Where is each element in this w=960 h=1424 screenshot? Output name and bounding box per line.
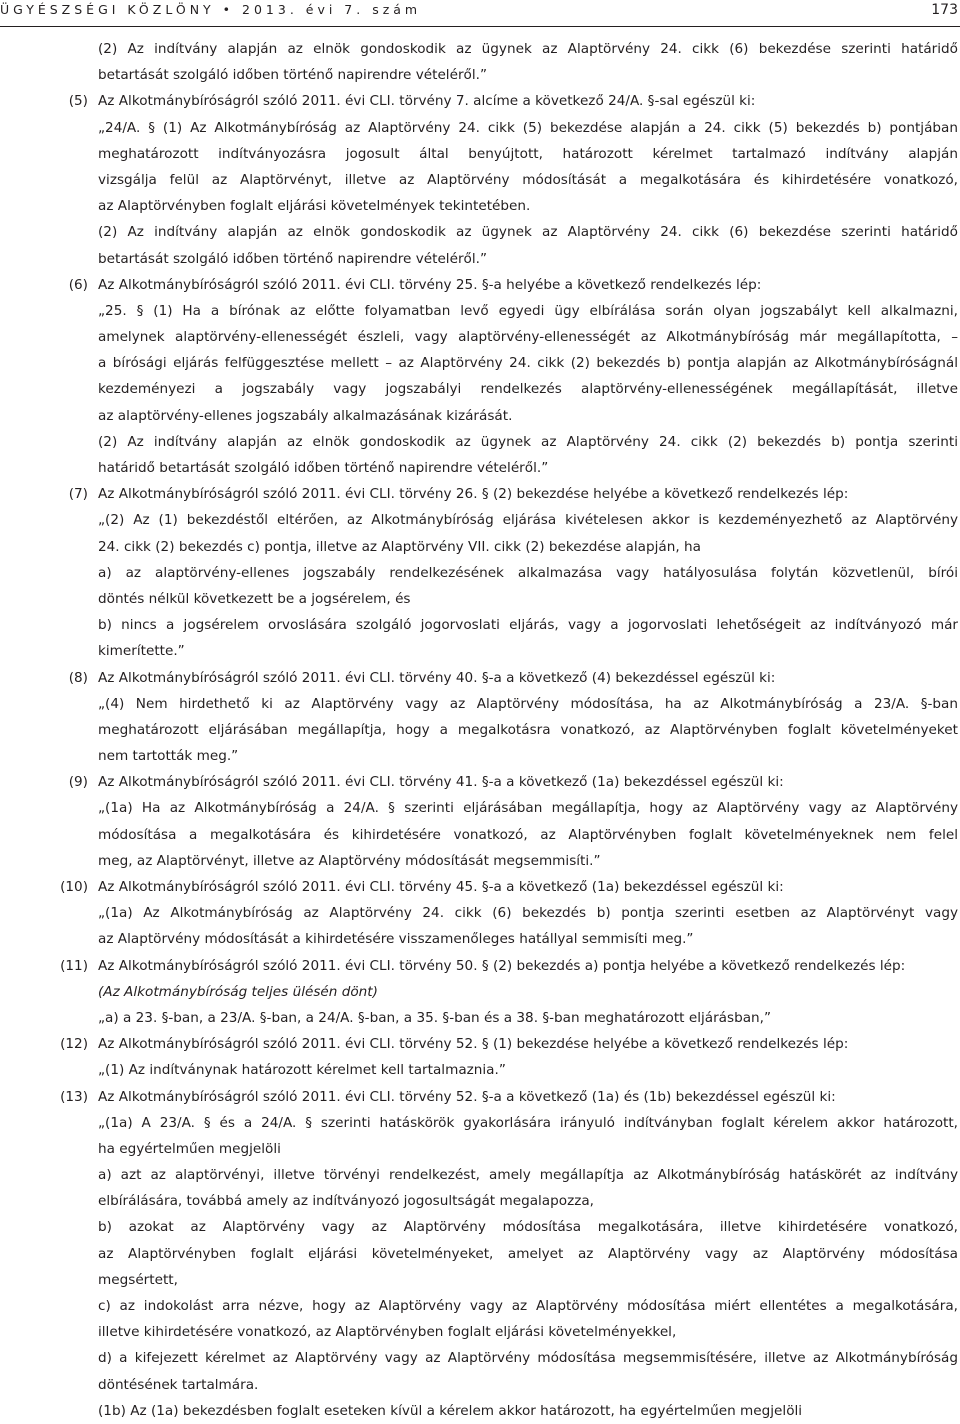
paragraph-text: „24/A. § (1) Az Alkotmánybíróság az Alaptörvény 24. cikk (5) bekezdése alapján a 24. cikk (5) bekezdés b) pontjában	[98, 119, 958, 136]
paragraph-text: Az Alkotmánybíróságról szóló 2011. évi CLI. törvény 50. § (2) bekezdés a) pontja helyébe a következő rendelkezés lép:	[98, 957, 906, 974]
numbered-paragraph-line	[0, 481, 960, 507]
paragraph-line	[0, 350, 960, 376]
numbered-paragraph-line	[0, 1084, 960, 1110]
paragraph-line	[0, 455, 960, 481]
paragraph-text: ha egyértelműen megjelöli	[98, 1140, 281, 1157]
paragraph-text: (Az Alkotmánybíróság teljes ülésén dönt)	[98, 983, 378, 1000]
paragraph-number: (12)	[60, 1036, 88, 1053]
paragraph-text: döntésének tartalmára.	[98, 1376, 259, 1393]
document-body	[0, 36, 960, 1424]
paragraph-line	[0, 167, 960, 193]
paragraph-line	[0, 36, 960, 62]
paragraph-line	[0, 1110, 960, 1136]
paragraph-number: (11)	[60, 957, 88, 974]
paragraph-text: az Alaptörvény módosítását a kihirdetésére visszamenőleges hatállyal semmisíti meg.”	[98, 931, 694, 948]
paragraph-text: Az Alkotmánybíróságról szóló 2011. évi CLI. törvény 25. §-a helyébe a következő rendelkezés lép:	[98, 276, 762, 293]
paragraph-text: az Alaptörvényben foglalt eljárási követelményeket, amelyet az Alaptörvény vagy az Alaptörvény módosítása	[98, 1245, 958, 1262]
paragraph-text: „(1a) Ha az Alkotmánybíróság a 24/A. § szerinti eljárásában megállapítja, hogy az Alaptörvény vagy az Alaptörvény	[98, 800, 958, 817]
paragraph-line	[0, 1267, 960, 1293]
paragraph-text: kimerítette.”	[98, 643, 185, 660]
numbered-paragraph-line	[0, 665, 960, 691]
paragraph-line	[0, 717, 960, 743]
paragraph-text: illetve kihirdetésére vonatkozó, az Alaptörvényben foglalt eljárási követelményekkel,	[98, 1324, 677, 1341]
paragraph-line	[0, 1372, 960, 1398]
paragraph-text: a) azt az alaptörvényi, illetve törvényi rendelkezést, amely megállapítja az Alkotmánybíróság hatáskörét az indítvány	[98, 1167, 958, 1184]
numbered-paragraph-line	[0, 769, 960, 795]
paragraph-text: (2) Az indítvány alapján az elnök gondoskodik az ügynek az Alaptörvény 24. cikk (6) bekezdése szerinti határidő	[98, 41, 958, 57]
paragraph-number: (10)	[60, 879, 88, 895]
paragraph-number: (8)	[68, 669, 88, 686]
paragraph-number: (13)	[60, 1088, 88, 1105]
paragraph-text: meghatározott indítványozásra jogosult által benyújtott, határozott kérelmet tartalmazó indítvány alapján	[98, 145, 958, 162]
paragraph-text: „(1) Az indítványnak határozott kérelmet kell tartalmaznia.”	[98, 1062, 506, 1079]
paragraph-line	[0, 612, 960, 638]
paragraph-line	[0, 926, 960, 952]
paragraph-line	[0, 534, 960, 560]
paragraph-number: (6)	[68, 276, 88, 293]
paragraph-line	[0, 1057, 960, 1083]
numbered-paragraph-line	[0, 874, 960, 900]
paragraph-text: elbírálására, továbbá amely az indítványozó jogosultságát megalapozza,	[98, 1193, 594, 1210]
paragraph-text: amelynek alaptörvény-ellenességét észleli, vagy alaptörvény-ellenességét az Alkotmánybíróság már megállapította, –	[98, 329, 958, 346]
paragraph-line	[0, 691, 960, 717]
paragraph-text: Az Alkotmánybíróságról szóló 2011. évi CLI. törvény 41. §-a a következő (1a) bekezdéssel egészül ki:	[98, 774, 784, 791]
paragraph-line	[0, 1188, 960, 1214]
numbered-paragraph-line	[0, 88, 960, 114]
paragraph-text: 24. cikk (2) bekezdés c) pontja, illetve az Alaptörvény VII. cikk (2) bekezdése alapján, ha	[98, 538, 701, 555]
page-header	[0, 0, 960, 20]
paragraph-line	[0, 403, 960, 429]
paragraph-line	[0, 324, 960, 350]
paragraph-text: b) nincs a jogsérelem orvoslására szolgáló jogorvoslati eljárás, vagy a jogorvoslati lehetőségeit az indítványozó már	[98, 617, 958, 634]
paragraph-line	[0, 1214, 960, 1240]
paragraph-line	[0, 1345, 960, 1371]
paragraph-text: (1b) Az (1a) bekezdésben foglalt eseteken kívül a kérelem akkor határozott, ha egyértelműen megjelöli	[98, 1402, 803, 1419]
paragraph-text: az alaptörvény-ellenes jogszabály alkalmazásának kizárását.	[98, 407, 513, 424]
paragraph-line	[0, 1293, 960, 1319]
paragraph-line	[0, 141, 960, 167]
paragraph-line	[0, 979, 960, 1005]
paragraph-text: vizsgálja felül az Alaptörvényt, illetve az Alaptörvény módosítását a megalkotására és kihirdetésére vonatkozó,	[98, 171, 958, 188]
paragraph-text: Az Alkotmánybíróságról szóló 2011. évi CLI. törvény 7. alcíme a következő 24/A. §-sal egészül ki:	[98, 93, 756, 110]
paragraph-text: d) a kifejezett kérelmet az Alaptörvény vagy az Alaptörvény módosítása megsemmisítésére, illetve az Alkotmánybíróság	[98, 1350, 958, 1367]
paragraph-line	[0, 560, 960, 586]
paragraph-text: „25. § (1) Ha a bírónak az előtte folyamatban levő egyedi ügy elbírálása során olyan jogszabályt kell alkalmazni,	[98, 302, 958, 319]
paragraph-text: „(1a) A 23/A. § és a 24/A. § szerinti hatáskörök gyakorlására irányuló indítványban foglalt kérelem akkor határozott,	[98, 1114, 958, 1131]
paragraph-text: kezdeményezi a jogszabály vagy jogszabályi rendelkezés alaptörvény-ellenességének megállapítását, illetve	[98, 381, 958, 398]
paragraph-text: (2) Az indítvány alapján az elnök gondoskodik az ügynek az Alaptörvény 24. cikk (6) bekezdése szerinti határidő	[98, 224, 958, 241]
paragraph-text: betartását szolgáló időben történő napirendre vételéről.”	[98, 67, 487, 84]
paragraph-text: betartását szolgáló időben történő napirendre vételéről.”	[98, 250, 487, 267]
page-number: 173	[931, 2, 958, 18]
paragraph-line	[0, 1005, 960, 1031]
paragraph-line	[0, 1398, 960, 1424]
paragraph-text: a) az alaptörvény-ellenes jogszabály rendelkezésének alkalmazása vagy hatályosulása folytán közvetlenül, bírói	[98, 564, 958, 581]
paragraph-line	[0, 507, 960, 533]
paragraph-text: Az Alkotmánybíróságról szóló 2011. évi CLI. törvény 45. §-a a következő (1a) bekezdéssel egészül ki:	[98, 879, 784, 895]
header-divider	[0, 26, 960, 27]
paragraph-text: Az Alkotmánybíróságról szóló 2011. évi CLI. törvény 52. § (1) bekezdése helyébe a következő rendelkezés lép:	[98, 1036, 849, 1053]
paragraph-line	[0, 743, 960, 769]
paragraph-line	[0, 1162, 960, 1188]
paragraph-text: c) az indokolást arra nézve, hogy az Alaptörvény vagy az Alaptörvény módosítása miért ellentétes a megalkotására,	[98, 1298, 958, 1314]
paragraph-number: (7)	[68, 486, 88, 503]
paragraph-number: (5)	[68, 93, 88, 110]
paragraph-text: Az Alkotmánybíróságról szóló 2011. évi CLI. törvény 40. §-a a következő (4) bekezdéssel egészül ki:	[98, 669, 776, 686]
paragraph-line	[0, 1319, 960, 1345]
paragraph-line	[0, 246, 960, 272]
paragraph-text: határidő betartását szolgáló időben történő napirendre vételéről.”	[98, 460, 549, 476]
paragraph-text: „a) a 23. §-ban, a 23/A. §-ban, a 24/A. §-ban, a 35. §-ban és a 38. §-ban meghatározott eljárásban,”	[98, 1009, 772, 1026]
paragraph-line	[0, 115, 960, 141]
paragraph-line	[0, 900, 960, 926]
paragraph-text: meghatározott eljárásában megállapítja, hogy a megalkotásra vonatkozó, az Alaptörvényben foglalt követelményeket	[98, 721, 958, 738]
paragraph-text: (2) Az indítvány alapján az elnök gondoskodik az ügynek az Alaptörvény 24. cikk (2) bekezdés b) pontja szerinti	[98, 433, 958, 450]
paragraph-text: Az Alkotmánybíróságról szóló 2011. évi CLI. törvény 52. §-a a következő (1a) és (1b) bekezdéssel egészül ki:	[98, 1088, 836, 1105]
paragraph-text: a bírósági eljárás felfüggesztése mellett – az Alaptörvény 24. cikk (2) bekezdés b) pontja alapján az Alkotmánybíróságnál	[98, 355, 958, 372]
paragraph-text: „(4) Nem hirdethető ki az Alaptörvény vagy az Alaptörvény módosítása, ha az Alkotmánybíróság a 23/A. §-ban	[98, 695, 958, 712]
paragraph-line	[0, 193, 960, 219]
paragraph-text: nem tartották meg.”	[98, 748, 239, 765]
paragraph-line	[0, 298, 960, 324]
paragraph-line	[0, 1241, 960, 1267]
numbered-paragraph-line	[0, 953, 960, 979]
paragraph-line	[0, 429, 960, 455]
paragraph-line	[0, 586, 960, 612]
paragraph-line	[0, 822, 960, 848]
paragraph-line	[0, 376, 960, 402]
paragraph-text: b) azokat az Alaptörvény vagy az Alaptörvény módosítása megalkotására, illetve kihirdetésére vonatkozó,	[98, 1219, 958, 1236]
paragraph-text: döntés nélkül következett be a jogsérelem, és	[98, 590, 411, 607]
paragraph-line	[0, 638, 960, 664]
paragraph-text: meg, az Alaptörvényt, illetve az Alaptörvény módosítását megsemmisíti.”	[98, 852, 601, 869]
paragraph-line	[0, 1136, 960, 1162]
paragraph-text: „(1a) Az Alkotmánybíróság az Alaptörvény 24. cikk (6) bekezdés b) pontja szerinti esetben az Alaptörvényt vagy	[98, 905, 958, 922]
numbered-paragraph-line	[0, 1031, 960, 1057]
paragraph-text: az Alaptörvényben foglalt eljárási követelmények tekintetében.	[98, 198, 531, 215]
paragraph-line	[0, 848, 960, 874]
numbered-paragraph-line	[0, 272, 960, 298]
paragraph-text: módosítása a megalkotására és kihirdetésére vonatkozó, az Alaptörvényben foglalt követelményeknek nem felel	[98, 826, 958, 843]
paragraph-text: megsértett,	[98, 1271, 178, 1288]
paragraph-line	[0, 795, 960, 821]
paragraph-text: „(2) Az (1) bekezdéstől eltérően, az Alkotmánybíróság eljárása kivételesen akkor is kezdeményezhető az Alaptörvény	[98, 512, 958, 529]
journal-title: ÜGYÉSZSÉGI KÖZLÖNY • 2013. évi 7. szám	[0, 2, 422, 17]
paragraph-line	[0, 62, 960, 88]
paragraph-number: (9)	[68, 774, 88, 791]
paragraph-line	[0, 219, 960, 245]
paragraph-text: Az Alkotmánybíróságról szóló 2011. évi CLI. törvény 26. § (2) bekezdése helyébe a következő rendelkezés lép:	[98, 486, 849, 503]
